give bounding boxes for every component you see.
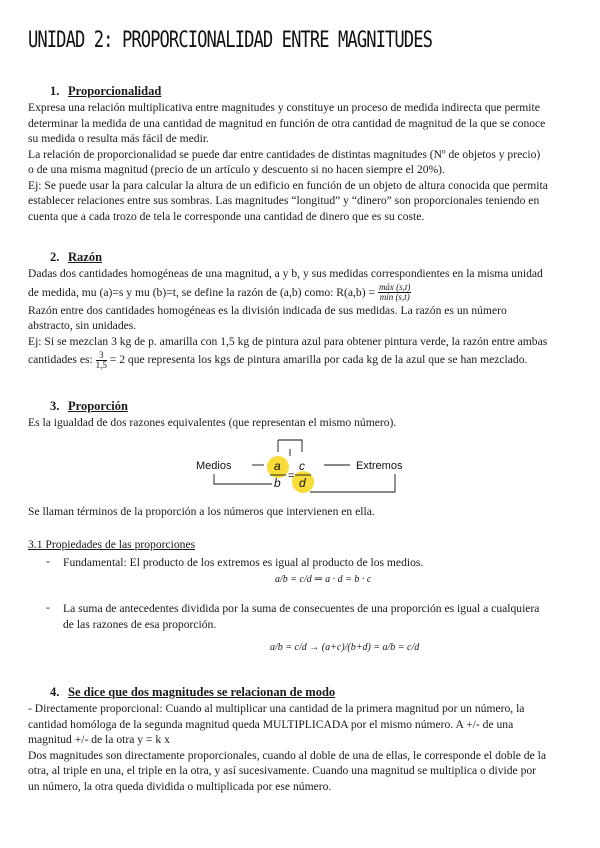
text-line: - Directamente proporcional: Cuando al multiplicar una cantidad de la primera magnitud por un número, la: [28, 702, 525, 715]
section-3-terms: [28, 504, 574, 520]
ratio-fraction: [378, 283, 412, 302]
text-line: abstracto, sin unidades.: [28, 319, 137, 332]
term-a: a: [274, 459, 281, 473]
formula-fundamental: a/b = c/d ⇒ a · d = b · c: [275, 574, 372, 585]
term-b: b: [274, 476, 281, 490]
section-4-title: Se dice que dos magnitudes se relacionan de modo: [68, 685, 336, 699]
bullet-dash: -: [46, 555, 50, 568]
example-suffix: = 2 que representa los kgs de pintura amarilla por cada kg de la azul que se han mezclado.: [109, 353, 528, 366]
ratio-definition-text: de medida, mu (a)=s y mu (b)=t, se define la razón de (a,b) como: R(a,b) =: [28, 285, 376, 299]
example-fraction: [96, 351, 107, 370]
text-line: magnitud +/- de la otra y = k x: [28, 733, 170, 746]
example-prefix: cantidades es:: [28, 353, 93, 366]
text-line: un número, la otra queda dividida o multiplicada por ese número.: [28, 779, 332, 793]
section-2-title: Razón: [68, 250, 103, 264]
text-line: Ej: Si se mezclan 3 kg de p. amarilla con 1,5 kg de pintura azul para obtener pintura verde, la razón entre ambas: [28, 334, 548, 348]
text-line: establecer relaciones entre sus sombras. Las magnitudes “longitud” y “dinero” son proporcionales teniendo en: [28, 194, 540, 207]
property-sum: [63, 601, 574, 632]
example-numerator: 3: [96, 351, 107, 361]
text-line: de las razones de esa proporción.: [63, 617, 217, 631]
section-3-number: 3.: [50, 399, 60, 413]
text-line: cantidad homóloga de la segunda magnitud queda MULTIPLICADA por el mismo número. A +/- de una: [28, 717, 514, 731]
medios-bracket-lower: [214, 474, 272, 484]
proportion-diagram: [190, 434, 410, 498]
section-3-intro: [28, 415, 574, 431]
text-line: Es la igualdad de dos razones equivalentes (que representan el mismo número).: [28, 416, 397, 429]
term-d: d: [299, 476, 306, 490]
text-line: [28, 282, 574, 303]
section-3-heading: [50, 399, 128, 414]
text-line: determinar la medida de una cantidad de magnitud en función de otra cantidad de magnitud de la que se conoce: [28, 116, 546, 130]
text-line: La suma de antecedentes dividida por la suma de consecuentes de una proporción es igual a cualquiera: [63, 602, 540, 615]
property-fundamental: Fundamental: El producto de los extremos es igual al producto de los medios.: [63, 556, 424, 569]
equals-sign: =: [288, 470, 295, 482]
ratio-numerator: máx (s,t): [378, 282, 411, 293]
example-denominator: 1,5: [95, 359, 107, 370]
extremos-label: Extremos: [356, 460, 403, 472]
section-1-heading: [50, 84, 161, 99]
text-line: o de una misma magnitud (precio de un artículo y descuento si no hacen siempre el 20%).: [28, 163, 445, 176]
section-2-body: [28, 266, 574, 370]
medios-label: Medios: [196, 460, 232, 472]
text-line: La relación de proporcionalidad se puede dar entre cantidades de distintas magnitudes (Nº de objetos y precio): [28, 147, 541, 161]
section-2-heading: [50, 250, 102, 265]
ratio-denominator: mín (s,t): [379, 292, 410, 303]
section-1-number: 1.: [50, 84, 60, 98]
bullet-dash: -: [46, 601, 50, 614]
section-2-number: 2.: [50, 250, 60, 264]
text-line: otra, al triple en una, el triple en la otra, y así sucesivamente. Cuando una magnitud se multiplica o divide por: [28, 764, 537, 777]
section-1-title: Proporcionalidad: [68, 84, 162, 98]
formula-sum: a/b = c/d → (a+c)/(b+d) = a/b = c/d: [270, 642, 420, 653]
section-4-number: 4.: [50, 685, 60, 699]
section-4-heading: [50, 685, 335, 700]
text-line: Expresa una relación multiplicativa entre magnitudes y constituye un proceso de medida indirecta que permite: [28, 101, 540, 114]
text-line: Se llaman términos de la proporción a los números que intervienen en ella.: [28, 505, 375, 518]
page-title: UNIDAD 2: PROPORCIONALIDAD ENTRE MAGNITUDES: [28, 28, 433, 53]
section-3-title: Proporción: [68, 399, 128, 413]
section-1-body: [28, 100, 574, 224]
extremos-bracket-lower: [310, 474, 395, 492]
text-line: su medida o resulta más fácil de medir.: [28, 132, 209, 145]
term-c: c: [299, 459, 305, 473]
subsection-3-1-heading: 3.1 Propiedades de las proporciones: [28, 538, 196, 551]
text-line: [28, 349, 574, 370]
text-line: Dos magnitudes son directamente proporcionales, cuando al doble de una de ellas, le corresponde el doble de la: [28, 748, 546, 762]
text-line: Ej: Se puede usar la para calcular la altura de un edificio en función de un objeto de altura conocida que permita: [28, 178, 548, 192]
section-4-body: [28, 701, 574, 794]
text-line: Dadas dos cantidades homogéneas de una magnitud, a y b, y sus medidas correspondientes en la misma unidad: [28, 267, 543, 280]
text-line: cuenta que a cada trozo de tela le corresponde una cantidad de dinero que es su coste.: [28, 209, 425, 223]
text-line: Razón entre dos cantidades homogéneas es la división indicada de sus medidas. La razón es un número: [28, 303, 507, 317]
